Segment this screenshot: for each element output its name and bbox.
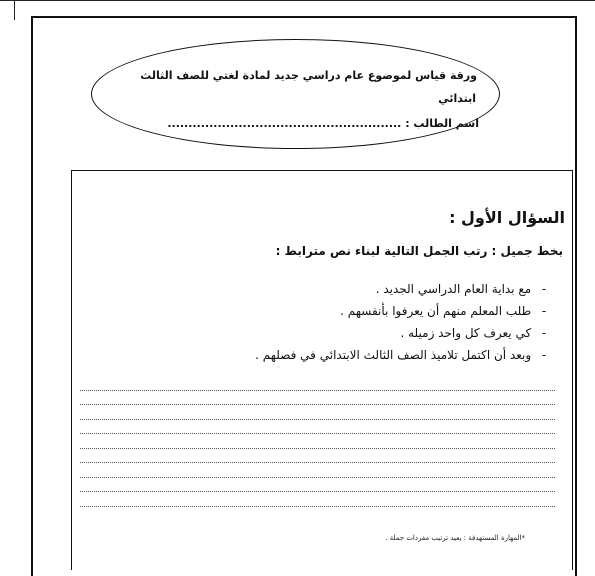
answer-line <box>80 478 555 493</box>
page-top-edge <box>0 0 595 1</box>
sentence-item <box>255 300 553 322</box>
sentence-text: كي يعرف كل واحد زميله . <box>400 326 532 340</box>
sentence-item <box>255 344 553 366</box>
sentence-text: مع بداية العام الدراسي الجديد . <box>375 282 532 296</box>
answer-line <box>80 405 555 420</box>
bullet-dash: - <box>541 348 547 362</box>
skill-note: *المهارة المستهدفة : يعيد ترتيب مفردات جملة . <box>385 534 525 542</box>
sentence-text: طلب المعلم منهم أن يعرفوا بأنفسهم . <box>340 304 532 318</box>
answer-line <box>80 463 555 478</box>
bullet-dash: - <box>541 282 547 296</box>
page-left-edge <box>14 0 15 20</box>
sentence-list <box>255 278 553 366</box>
sentence-item <box>255 278 553 300</box>
question-title: السؤال الأول : <box>449 208 565 227</box>
worksheet-title-line2: ابتدائي <box>438 92 476 105</box>
answer-line <box>80 376 555 391</box>
question-box <box>71 170 573 570</box>
answer-line <box>80 449 555 464</box>
student-name-label: اسم الطالب : <box>405 117 479 130</box>
answer-line <box>80 492 555 507</box>
answer-line <box>80 434 555 449</box>
bullet-dash: - <box>541 326 547 340</box>
sentence-item <box>255 322 553 344</box>
sentence-text: وبعد أن اكتمل تلاميذ الصف الثالث الابتدائي في فصلهم . <box>255 348 532 362</box>
question-instruction: بخط جميل : رتب الجمل التالية لبناء نص مترابط : <box>275 244 563 258</box>
worksheet-title-line1: ورقة قياس لموضوع عام دراسي جديد لمادة لغتي للصف الثالث <box>140 69 477 82</box>
answer-writing-area <box>80 376 555 507</box>
answer-line <box>80 391 555 406</box>
student-name-blank: ........................................................ <box>167 117 402 130</box>
student-name-row <box>167 117 479 130</box>
answer-line <box>80 420 555 435</box>
bullet-dash: - <box>541 304 547 318</box>
